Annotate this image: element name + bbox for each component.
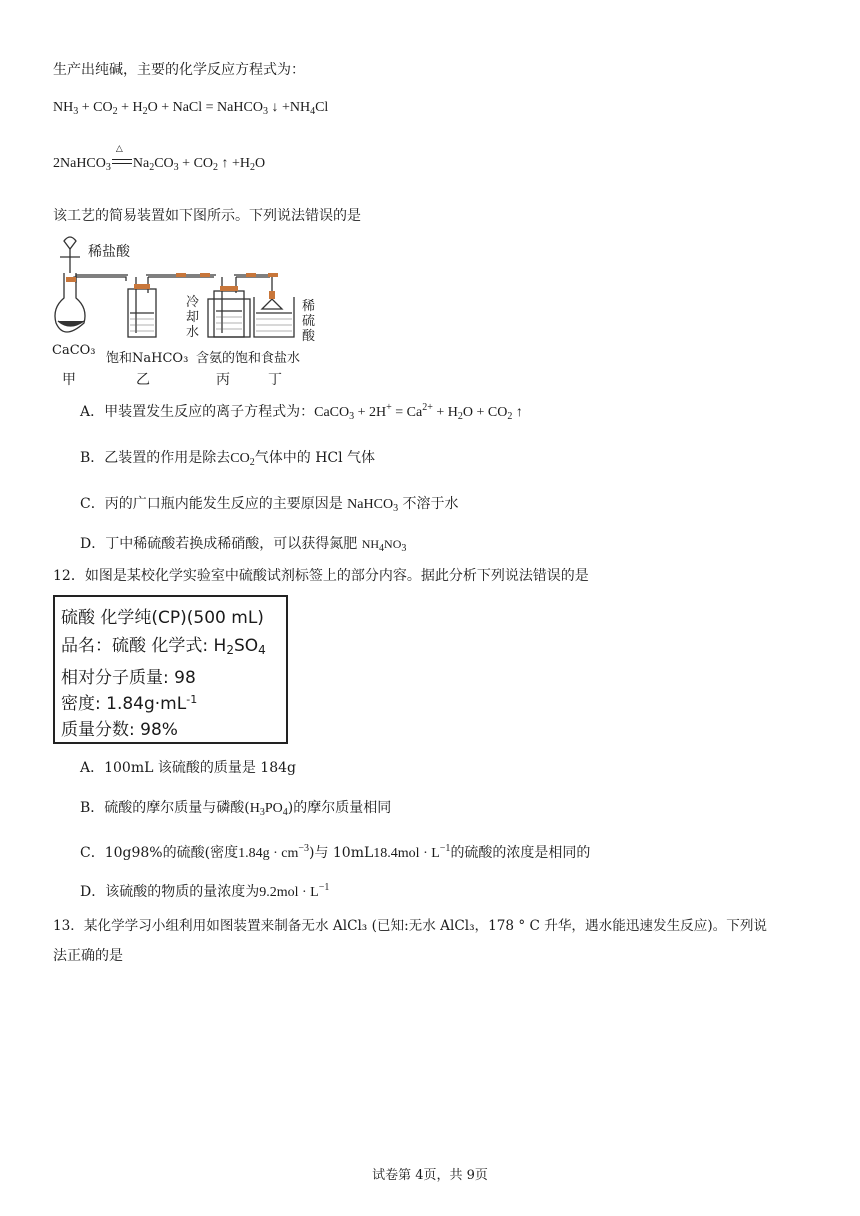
cold-water-label: 冷 却 水 — [186, 295, 200, 340]
apparatus-name-jia: 甲 — [62, 372, 76, 388]
q11-option-d: D．丁中稀硫酸若换成稀硝酸，可以获得氮肥 $NH_4NO_3$ — [80, 536, 407, 554]
page-footer: 试卷第 4页，共 9页 — [372, 1168, 488, 1183]
equation-2: 2NaHCO$_3$ △ $Na_2CO_3 + CO_2$ ↑ $+H_2O$ — [53, 143, 266, 173]
reagent-label — [53, 595, 288, 744]
label-row-3: 相对分子质量: 98 — [61, 668, 196, 688]
q12-option-a: A．100mL 该硫酸的质量是 184g — [80, 760, 296, 776]
apparatus-name-ding: 丁 — [268, 372, 282, 388]
brine-label: 含氨的饱和食盐水 — [196, 351, 301, 366]
label-row-1: 硫酸 化学纯(CP)(500 mL) — [61, 608, 264, 628]
q12-stem: 12．如图是某校化学实验室中硫酸试剂标签上的部分内容。据此分析下列说法错误的是 — [53, 568, 589, 584]
h2so4-label: 稀 硫 酸 — [302, 299, 316, 344]
acid-label: 稀盐酸 — [88, 244, 130, 260]
q12-option-c: C．10g98%的硫酸(密度$1.84g \cdot cm^{-3}$)与 $10mL18.4mol \cdot L^{-1}$的硫酸的浓度是相同的 — [80, 843, 591, 861]
nahco3-label: 饱和NaHCO₃ — [106, 351, 189, 366]
label-row-5: 质量分数: 98% — [61, 720, 178, 740]
q13-stem-line-1: 13．某化学学习小组利用如图装置来制备无水 AlCl₃ (已知:无水 AlCl₃，178 ° C 升华，遇水能迅速发生反应)。下列说 — [53, 918, 768, 934]
apparatus-figure — [50, 233, 340, 388]
apparatus-name-yi: 乙 — [136, 372, 150, 388]
label-row-4: 密度: $1.84g\cdot mL^{-1}$ — [61, 693, 198, 714]
q11-option-c: C．丙的广口瓶内能发生反应的主要原因是 NaHCO$_3$ 不溶于水 — [80, 496, 459, 514]
apparatus-name-bing: 丙 — [216, 372, 230, 388]
equation-1: $NH_3 + CO_2 + H_2O$ + NaCl = NaHCO$_3$ ↓ $+NH_4Cl$ — [53, 100, 329, 117]
label-row-2: 品名：硫酸 化学式: $H_2SO_4$ — [61, 636, 266, 657]
q12-option-b: B．硫酸的摩尔质量与磷酸$(H_3PO_4)$的摩尔质量相同 — [80, 800, 392, 818]
intro-line: 生产出纯碱，主要的化学反应方程式为： — [53, 62, 305, 78]
q11-stem: 该工艺的简易装置如下图所示。下列说法错误的是 — [53, 208, 361, 224]
q11-option-a: A．甲装置发生反应的离子方程式为：CaCO$_3$ + $2H^+ = Ca^{2+} + H_2O + CO_2$ ↑ — [80, 402, 523, 422]
heating-arrow: △ — [111, 156, 133, 172]
caco3-label: CaCO₃ — [52, 343, 96, 358]
q11-option-b: B．乙装置的作用是除去$CO_2$气体中的 HCl 气体 — [80, 450, 376, 468]
q12-option-d: D．该硫酸的物质的量浓度为$9.2mol \cdot L^{-1}$ — [80, 882, 330, 900]
q13-stem-line-2: 法正确的是 — [53, 948, 123, 964]
